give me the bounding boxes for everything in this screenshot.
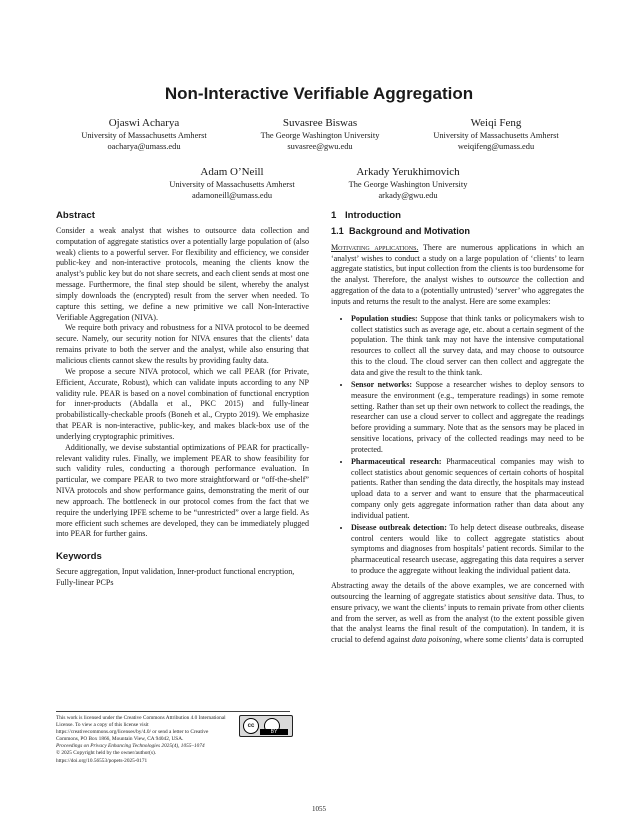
license-footnote bbox=[56, 711, 290, 765]
list-item-text: Suppose that think tanks or policymakers wish to collect statistics such as average age, etc. about a certain segment of the population. The think tank may not have the intensive computational resources to collect all the survey data, and may choose to outsource this to the cloud. The cloud server can then collect and aggregate the data and give the result to the think tank. bbox=[351, 313, 584, 377]
list-item bbox=[351, 314, 584, 379]
license-text: This work is licensed under the Creative Commons Attribution 4.0 International License. To view a copy of this license visit https://creativecommons.org/licenses/by/4.0/ or send a letter to Creative Commons, PO Box 1866, Mountain View, CA 94042, USA. bbox=[56, 715, 226, 743]
subsection-heading bbox=[331, 226, 584, 237]
author-name: Weiqi Feng bbox=[470, 117, 522, 129]
list-item-label: Sensor networks: bbox=[351, 379, 413, 389]
list-item-text: To help detect disease outbreaks, disease control centers would like to collect aggregate statistics about symptoms and diagnoses from hospitals’ patient records. Similar to the pharmaceutical research usecase, aggregating this data requires a server to produce the aggregate without leaking the individual patient data. bbox=[351, 522, 584, 576]
intro-paragraph bbox=[331, 581, 584, 646]
author-affiliation: The George Washington University bbox=[348, 180, 468, 189]
text-run: , where some clients’ data is corrupted bbox=[459, 635, 584, 645]
copyright-text: © 2025 Copyright held by the owner/author(s). bbox=[56, 750, 157, 757]
cc-icon: cc bbox=[243, 718, 259, 734]
author-email[interactable]: arkady@gwu.edu bbox=[378, 191, 438, 200]
abstract-heading: Abstract bbox=[56, 210, 95, 221]
author-email[interactable]: adamoneill@umass.edu bbox=[191, 191, 273, 200]
emphasis: sensitive bbox=[508, 591, 536, 601]
intro-paragraph bbox=[331, 243, 584, 308]
author-block bbox=[144, 165, 320, 201]
emphasis: outsource bbox=[487, 275, 519, 285]
abstract-paragraph: Additionally, we devise substantial optimizations of PEAR for practically-relevant validity rules. Finally, we implement PEAR to show feasibility for such validity rules, conducting a thorough performance evaluation. In particular, we compare PEAR to two more straightforward or “off-the-shelf” NIVA protocols and show performance gains, demonstrating the merit of our new approach. The bottleneck in our protocol comes from the fact that we require the underlying IPFE scheme to be “unrestricted” over a large field. As more efficient such schemes are developed, they can be immediately plugged into PEAR for further gains. bbox=[56, 442, 309, 539]
keywords-text: Secure aggregation, Input validation, Inner-product functional encryption, Fully-linear PCPs bbox=[56, 567, 295, 587]
cc-by-badge[interactable] bbox=[239, 715, 293, 737]
abstract-paragraph: We require both privacy and robustness for a NIVA protocol to be deemed secure. Namely, our security notion for NIVA ensures that the clients’ data remains private to both the server and the analyst, while also ensuring that malicious clients cannot skew the results by providing faulty data. bbox=[56, 323, 309, 365]
footnote-rule bbox=[56, 711, 290, 712]
author-block bbox=[320, 165, 496, 201]
left-column bbox=[56, 211, 309, 589]
author-affiliation: University of Massachusetts Amherst bbox=[433, 131, 559, 140]
page-number: 1055 bbox=[312, 805, 326, 813]
list-item-label: Pharmaceutical research: bbox=[351, 456, 442, 466]
list-item bbox=[351, 523, 584, 577]
doi-link[interactable]: https://doi.org/10.56553/popets-2025-0171 bbox=[56, 757, 148, 764]
section-title: Introduction bbox=[345, 210, 401, 221]
text-run: There are numerous applications in which an ‘analyst’ wishes to conduct a study on a large population of ‘clients’ to learn aggregate statistics, but input collection from the clients is too burdensome for the analyst. Therefore, the analyst wishes to bbox=[331, 242, 584, 285]
author-name: Arkady Yerukhimovich bbox=[356, 166, 460, 178]
author-email[interactable]: weiqifeng@umass.edu bbox=[457, 142, 535, 151]
list-item bbox=[351, 380, 584, 456]
author-name: Ojaswi Acharya bbox=[108, 117, 180, 129]
subsection-title: Background and Motivation bbox=[349, 225, 470, 236]
text-run: Abstracting away the details of the above examples, we are concerned with outsourcing the learning of aggregate statistics about bbox=[331, 581, 584, 601]
list-item-label: Population studies: bbox=[351, 313, 418, 323]
author-name: Suvasree Biswas bbox=[282, 117, 358, 129]
abstract-paragraph: Consider a weak analyst that wishes to outsource data collection and computation of aggregate statistics over a potentially large population of (also weak) clients to a powerful server. For flexibility and efficiency, we consider public-key and non-interactive protocols, meaning the clients know the analyst’s public key but do not share secrets, and each client sends at most one message. Furthermore, the final step should be silent, whereby the analyst simply downloads the (encrypted) result from the server when needed. To capture this setting, we define a new primitive we call Non-Interactive Verifiable Aggregation (NIVA). bbox=[56, 225, 309, 322]
author-name: Adam O’Neill bbox=[200, 166, 264, 178]
emphasis: data poisoning bbox=[411, 635, 460, 645]
keywords-heading: Keywords bbox=[56, 551, 102, 563]
author-email[interactable]: oacharya@umass.edu bbox=[107, 142, 181, 151]
by-label: BY bbox=[260, 729, 288, 735]
list-item-text: Pharmaceutical companies may wish to collect statistics about genomic sequences of certain cohorts of hospital patients. Rather than sending the data directly, the hospitals may instead upload data to a server and want to ensure that the pharmaceutical company only gets aggregate information rather than data about any individual patient. bbox=[351, 456, 584, 520]
right-column bbox=[331, 211, 584, 646]
abstract-paragraph: We propose a secure NIVA protocol, which we call PEAR (for Private, Efficient, Accurate, Robust), which can validate inputs according to any NP validity rule. PEAR is based on a novel combination of functional encryption for inner-products (Abdalla et al., PKC 2015) and fully-linear probabilistically-checkable proofs (Boneh et al., Crypto 2019). We emphasize that PEAR is non-interactive, public-key, and makes black-box use of the underlying cryptographic primitives. bbox=[56, 366, 309, 441]
author-block bbox=[408, 116, 584, 152]
list-item-text: Suppose a researcher wishes to deploy sensors to measure the environment (e.g., temperature readings) in some remote setting. Rather than set up their own network to collect the readings, the researcher can use a cloud server to collect and aggregate the readings before providing a summary. Note that as the sensors may be placed in sensitive locations, privacy of the collected readings may need to be protected. bbox=[351, 379, 584, 454]
section-heading bbox=[331, 211, 584, 222]
paper-title: Non-Interactive Verifiable Aggregation bbox=[164, 84, 474, 103]
subsection-number: 1.1 bbox=[331, 225, 344, 236]
examples-list bbox=[331, 314, 584, 577]
list-item bbox=[351, 457, 584, 522]
text-run: data. Thus, to ensure privacy, we want the clients’ inputs to remain private from other clients and from the server, as well as from the analyst (to the extent possible given that the analyst learns the final result of the computation). In tandem, it is crucial to defend against bbox=[331, 591, 584, 645]
author-affiliation: The George Washington University bbox=[260, 131, 380, 140]
author-email[interactable]: suvasree@gwu.edu bbox=[287, 142, 353, 151]
text-run: the collection and aggregation of the data to a (potentially untrusted) ‘server’ who aggregates the inputs and returns the result to the analyst. Here are some examples: bbox=[331, 275, 584, 306]
author-affiliation: University of Massachusetts Amherst bbox=[81, 131, 207, 140]
list-item-label: Disease outbreak detection: bbox=[351, 522, 447, 532]
section-number: 1 bbox=[331, 210, 337, 221]
author-affiliation: University of Massachusetts Amherst bbox=[169, 180, 295, 189]
author-block bbox=[56, 116, 232, 152]
proceedings-text: Proceedings on Privacy Enhancing Technologies 2025(4), 1055–1074 bbox=[56, 743, 205, 750]
author-block bbox=[232, 116, 408, 152]
run-in-label: Motivating applications. bbox=[331, 242, 419, 252]
